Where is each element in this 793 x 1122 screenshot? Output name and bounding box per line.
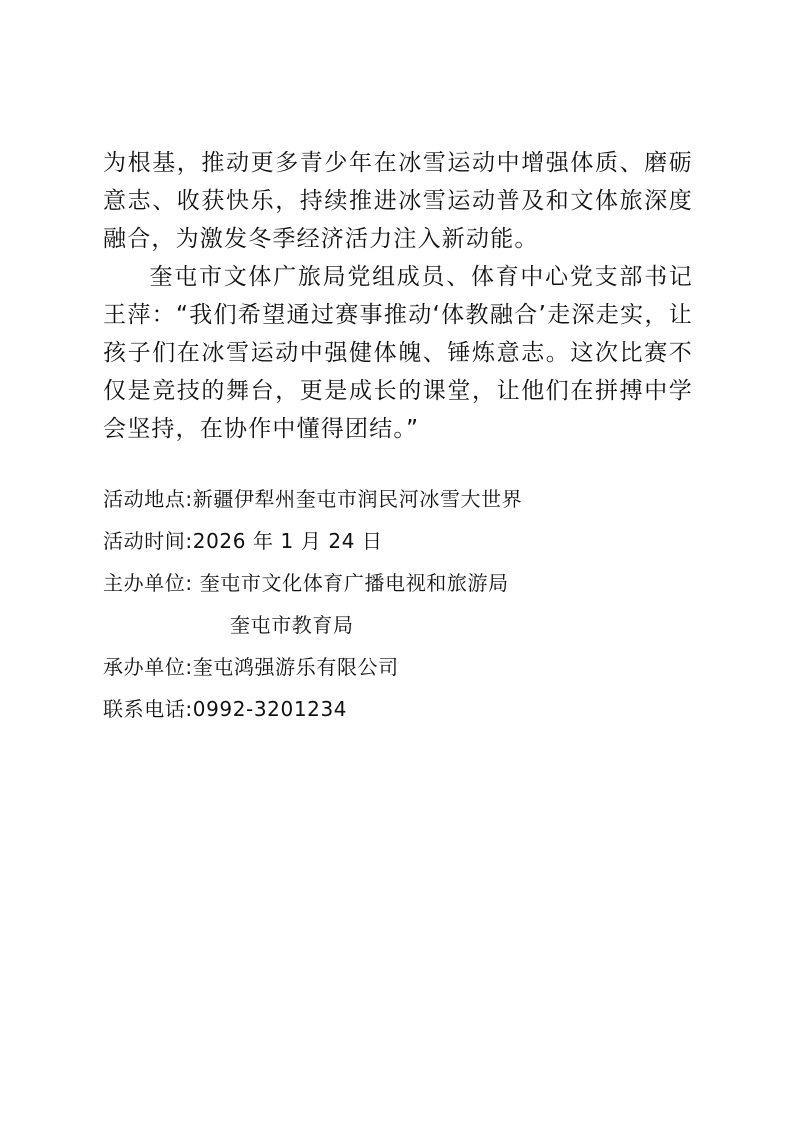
- paragraph-quote-text: 奎屯市文体广旅局党组成员、体育中心党支部书记王萍：“我们希望通过赛事推动‘体教融合’走深走实，让孩子们在冰雪运动中强健体魄、锤炼意志。这次比赛不仅是竞技的舞台，更是成长的课堂，让他们在拼搏中学会坚持，在协作中懂得团结。”: [103, 264, 693, 442]
- article-body: [103, 144, 693, 448]
- event-organizer-secondary: 奎屯市教育局: [230, 613, 354, 637]
- event-time: 活动时间:2026 年 1 月 24 日: [103, 529, 383, 553]
- event-organizer: 主办单位: 奎屯市文化体育广播电视和旅游局: [103, 571, 509, 595]
- event-phone: 联系电话:0992-3201234: [103, 697, 348, 721]
- event-info: [103, 482, 703, 734]
- paragraph-quote: [103, 258, 693, 448]
- event-location: 活动地点:新疆伊犁州奎屯市润民河冰雪大世界: [103, 487, 523, 511]
- event-co-organizer: 承办单位:奎屯鸿强游乐有限公司: [103, 655, 399, 679]
- paragraph-continuation: 为根基，推动更多青少年在冰雪运动中增强体质、磨砺意志、收获快乐，持续推进冰雪运动普及和文体旅深度融合，为激发冬季经济活力注入新动能。: [103, 150, 693, 252]
